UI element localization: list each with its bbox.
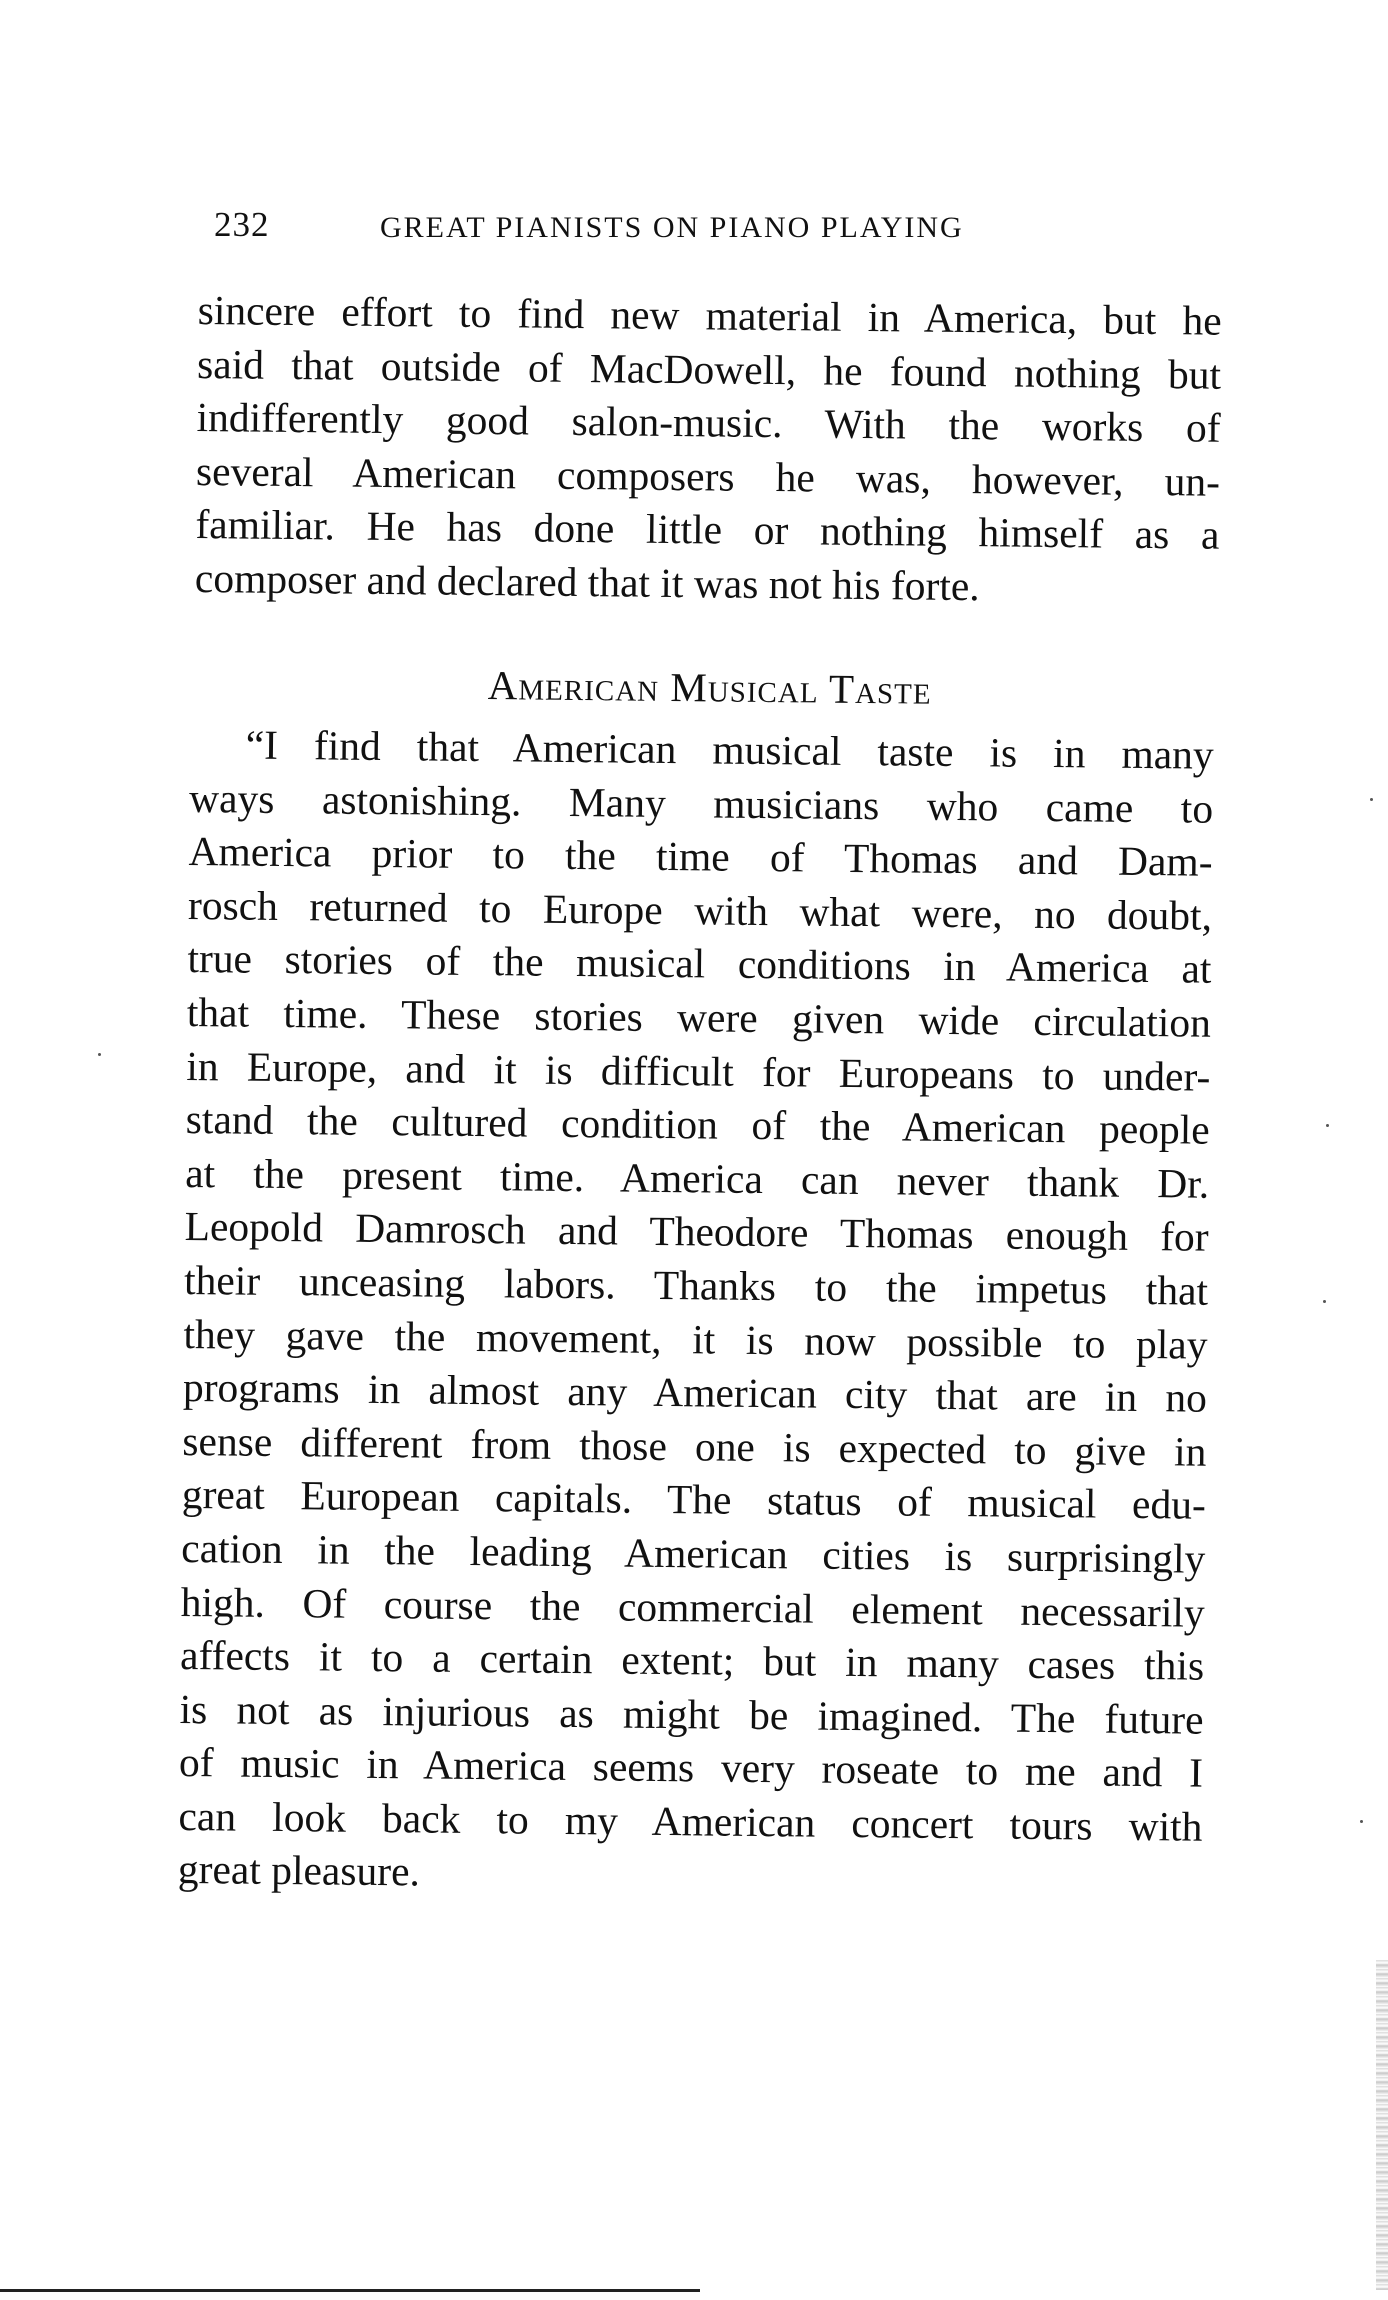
text-line: programs in almost any American city that are in no	[182, 1364, 1208, 1421]
text-line: “I find that American musical taste is in many	[245, 721, 1214, 778]
text-line: in Europe, and it is difficult for Europeans to under-	[186, 1042, 1211, 1100]
text-line: familiar. He has done little or nothing himself as a	[195, 501, 1220, 559]
section-heading: American Musical Taste	[487, 662, 932, 713]
text-line: great European capitals. The status of musical edu-	[181, 1471, 1207, 1528]
text-line: sense different from those one is expected to give in	[182, 1417, 1207, 1475]
text-line: sincere effort to find new material in America, but he	[197, 286, 1222, 344]
page-edge-shadow	[1376, 1960, 1388, 2290]
page-bottom-edge	[0, 2289, 700, 2292]
running-head	[214, 205, 1074, 255]
text-line: of music in America seems very roseate to me and I	[178, 1739, 1204, 1796]
scan-speck	[98, 1053, 101, 1056]
text-line: high. Of course the commercial element necessarily	[180, 1578, 1205, 1636]
text-line: that time. These stories were given wide circulation	[186, 988, 1212, 1046]
paragraph-continuation	[195, 284, 1222, 616]
text-line: Leopold Damrosch and Theodore Thomas enough for	[184, 1203, 1209, 1261]
text-line: their unceasing labors. Thanks to the impetus that	[183, 1256, 1209, 1314]
text-line: is not as injurious as might be imagined. The future	[179, 1685, 1204, 1743]
scan-speck	[1370, 798, 1373, 801]
text-line: affects it to a certain extent; but in many cases this	[179, 1632, 1205, 1689]
scan-speck	[1323, 1300, 1326, 1303]
text-line: ways astonishing. Many musicians who came to	[188, 774, 1214, 832]
text-line: at the present time. America can never thank Dr.	[184, 1149, 1210, 1207]
text-line: rosch returned to Europe with what were, no doubt,	[187, 881, 1213, 939]
text-line: they gave the movement, it is now possible to play	[183, 1310, 1208, 1368]
text-line: America prior to the time of Thomas and Dam-	[188, 828, 1213, 885]
text-line: indifferently good salon-music. With the works of	[196, 394, 1221, 451]
text-line: can look back to my American concert tours with	[178, 1792, 1203, 1850]
scan-speck	[1360, 1820, 1363, 1823]
text-line: stand the cultured condition of the American people	[185, 1096, 1210, 1153]
text-line: cation in the leading American cities is surprisingly	[181, 1524, 1206, 1582]
text-line: several American composers he was, however, un-	[195, 447, 1221, 505]
paragraph-quote	[178, 718, 1214, 1908]
page-number: 232	[214, 205, 270, 244]
scan-speck	[1326, 1124, 1329, 1127]
running-title: GREAT PIANISTS ON PIANO PLAYING	[380, 211, 964, 244]
text-line: said that outside of MacDowell, he found nothing but	[196, 340, 1222, 398]
text-line: true stories of the musical conditions in America at	[187, 935, 1212, 993]
text-line: composer and declared that it was not his forte.	[194, 554, 980, 610]
text-line: great pleasure.	[177, 1846, 421, 1895]
